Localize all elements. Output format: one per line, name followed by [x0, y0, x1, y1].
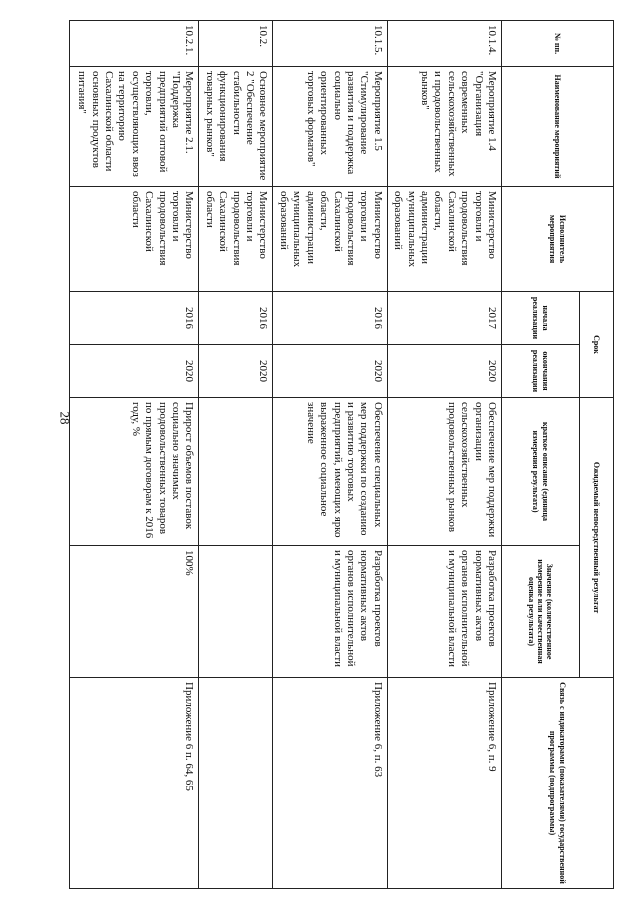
- header-value: Значение (количественное измерение или качественная оценка результата): [502, 546, 580, 678]
- row-start: 2017: [387, 292, 501, 345]
- header-executor: Исполнитель мероприятия: [502, 187, 614, 292]
- row-num: 10.1.5.: [273, 21, 387, 67]
- table-row: [273, 21, 387, 889]
- header-num: № пп.: [502, 21, 614, 67]
- row-end: 2020: [273, 345, 387, 398]
- row-num: 10.1.4.: [387, 21, 501, 67]
- table-row: [387, 21, 501, 889]
- row-num: 10.2.1.: [70, 21, 199, 67]
- row-start: 2016: [70, 292, 199, 345]
- row-link: [199, 678, 273, 889]
- row-name: Мероприятие 2.1. "Поддержка предприятий оптовой торговли, осуществляющих ввоз на территорию Сахалинской области основных продуктов питания": [70, 67, 199, 187]
- row-executor: Министерство торговли и продовольствия Сахалинской области, администрации муниципальных образований: [273, 187, 387, 292]
- header-row-1: [580, 21, 614, 889]
- row-value: [199, 546, 273, 678]
- table-row: [70, 21, 199, 889]
- activities-table: [69, 20, 614, 889]
- row-desc: Прирост объемов поставок социально значимых продовольственных товаров по прямым договорам к 2016 году, %: [70, 398, 199, 546]
- row-link: Приложение 6 п. 64, 65: [70, 678, 199, 889]
- header-name: Наименование мероприятий: [502, 67, 614, 187]
- page-number: 28: [57, 411, 73, 425]
- row-desc: Обеспечение специальных мер поддержки по созданию и развитию торговых предприятий, имеющих ярко выраженное социальное значение: [273, 398, 387, 546]
- rotated-table-frame: [76, 20, 614, 888]
- row-name: Мероприятие 1.5 "Стимулирование развития и поддержка социально ориентированных торговых форматов": [273, 67, 387, 187]
- header-term-end: окончания реализации: [502, 345, 580, 398]
- row-end: 2020: [199, 345, 273, 398]
- row-link: Приложение 6, п. 9: [387, 678, 501, 889]
- row-name: Основное мероприятие 2 "Обеспечение стабильности функционирования товарных рынков": [199, 67, 273, 187]
- row-executor: Министерство торговли и продовольствия Сахалинской области: [199, 187, 273, 292]
- header-term-start: начала реализации: [502, 292, 580, 345]
- row-link: Приложение 6, п. 63: [273, 678, 387, 889]
- row-executor: Министерство торговли и продовольствия Сахалинской области: [70, 187, 199, 292]
- header-expected: Ожидаемый непосредственный результат: [580, 398, 614, 678]
- row-start: 2016: [199, 292, 273, 345]
- header-term: Срок: [580, 292, 614, 398]
- row-executor: Министерство торговли и продовольствия Сахалинской области, администрации муниципальных образований: [387, 187, 501, 292]
- row-start: 2016: [273, 292, 387, 345]
- row-num: 10.2.: [199, 21, 273, 67]
- row-name: Мероприятие 1.4 "Организация современных сельскохозяйственных и продовольственных рынков": [387, 67, 501, 187]
- header-link: Связь с индикаторами (показателями) государственной программы (подпрограммы): [502, 678, 614, 889]
- header-short-desc: краткое описание (единица измерения результата): [502, 398, 580, 546]
- row-desc: [199, 398, 273, 546]
- row-end: 2020: [70, 345, 199, 398]
- row-desc: Обеспечение мер поддержки организации сельскохозяйственных продовольственных рынков: [387, 398, 501, 546]
- row-value: 100%: [70, 546, 199, 678]
- table-container: [76, 20, 614, 888]
- table-row: [199, 21, 273, 889]
- row-value: Разработка проектов нормативных актов органов исполнительной и муниципальной власти: [387, 546, 501, 678]
- row-end: 2020: [387, 345, 501, 398]
- row-value: Разработка проектов нормативных актов органов исполнительной и муниципальной власти: [273, 546, 387, 678]
